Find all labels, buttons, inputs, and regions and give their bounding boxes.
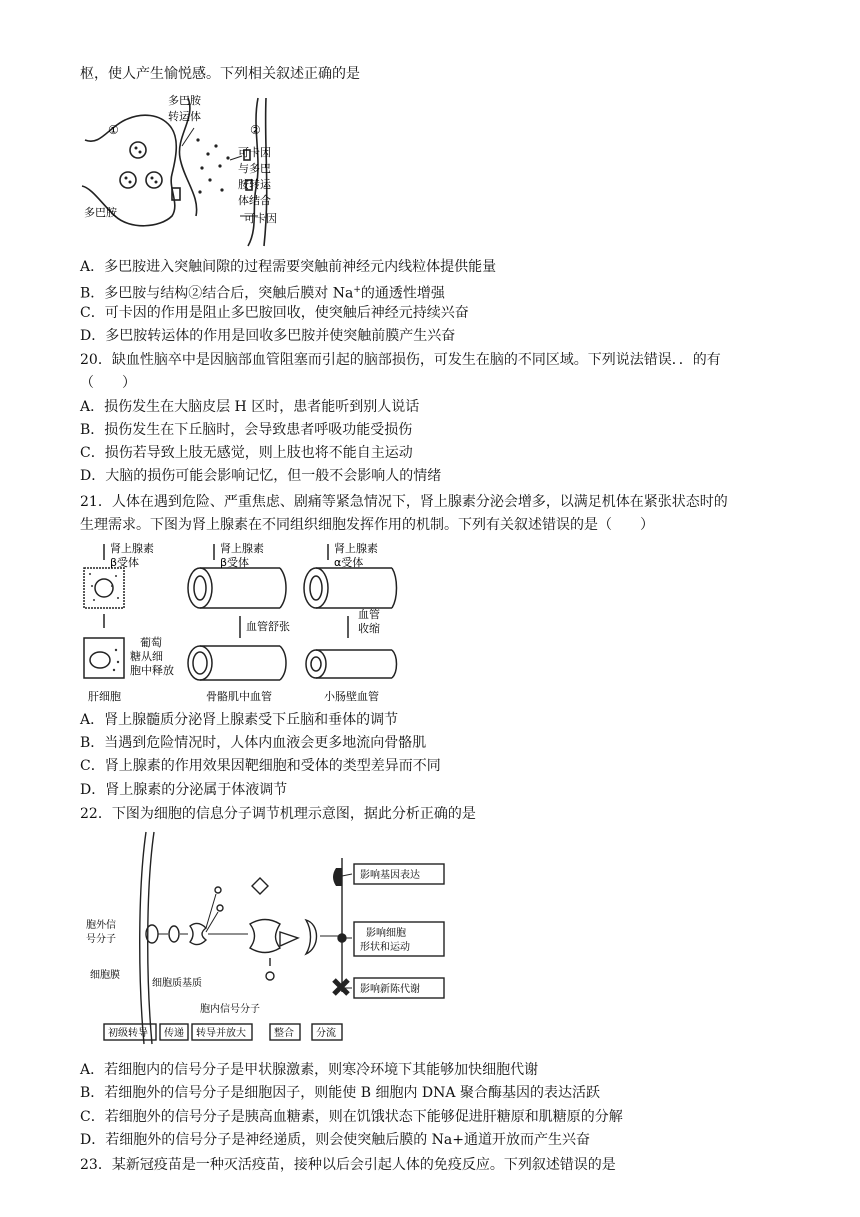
q21-fig-intestine-vessel: 小肠壁血管 <box>324 690 379 703</box>
q21-fig-liver-cell: 肝细胞 <box>88 690 121 703</box>
q19-synapse-figure <box>80 88 295 248</box>
q21-fig-skeletal-vessel: 骨骼肌中血管 <box>206 690 272 703</box>
q21-option-c: C．肾上腺素的作用效果因靶细胞和受体的类型差异而不同 <box>80 758 441 774</box>
q21-option-d: D．肾上腺素的分泌属于体液调节 <box>80 782 288 798</box>
q19-stem-tail: 枢，使人产生愉悦感。下列相关叙述正确的是 <box>80 66 360 82</box>
q22-fig-effect-shape-1: 影响细胞 <box>366 928 406 939</box>
q22-fig-stage-1: 初级转导 <box>108 1028 148 1039</box>
q21-fig-vasodilation: 血管舒张 <box>246 620 290 633</box>
q21-fig-glucose-1: 葡萄 <box>140 636 162 649</box>
q21-stem-line1: 21．人体在遇到危险、严重焦虑、剧痛等紧急情况下，肾上腺素分泌会增多，以满足机体在紧张状态时的 <box>80 494 728 510</box>
q21-adrenaline-figure <box>80 538 400 706</box>
q21-fig-beta-1: β受体 <box>110 556 140 569</box>
q20-stem-line1: 20．缺血性脑卒中是因脑部血管阻塞而引起的脑部损伤，可发生在脑的不同区域。下列说法错误．．的有 <box>80 352 721 368</box>
q22-fig-membrane: 细胞膜 <box>90 970 120 981</box>
q19-option-b-tail: 的通透性增强 <box>360 285 445 302</box>
q22-option-a: A．若细胞内的信号分子是甲状腺激素，则寒冷环境下其能够加快细胞代谢 <box>80 1062 539 1078</box>
q22-signal-figure <box>80 828 450 1048</box>
q22-fig-stage-2: 传递 <box>164 1028 184 1039</box>
q20-option-d: D．大脑的损伤可能会影响记忆，但一般不会影响人的情绪 <box>80 468 442 484</box>
q21-fig-alpha: α受体 <box>334 556 364 569</box>
q21-fig-hormone-1: 肾上腺素 <box>110 542 154 555</box>
q20-option-c: C．损伤若导致上肢无感觉，则上肢也将不能自主运动 <box>80 445 413 461</box>
q20-stem-line2: （ ） <box>80 375 136 391</box>
q19-fig-label-circle2: ② <box>250 123 261 137</box>
q22-fig-extracellular-2: 号分子 <box>86 934 116 945</box>
q19-option-a: A．多巴胺进入突触间隙的过程需要突触前神经元内线粒体提供能量 <box>80 259 497 275</box>
q19-fig-label-bind-2: 与多巴 <box>238 162 271 175</box>
q22-fig-cytoplasm: 细胞质基质 <box>152 978 202 989</box>
q23-stem: 23．某新冠疫苗是一种灭活疫苗，接种以后会引起人体的免疫反应。下列叙述错误的是 <box>80 1157 616 1173</box>
q22-fig-effect-shape-2: 形状和运动 <box>360 942 410 953</box>
q21-stem-line2: 生理需求。下图为肾上腺素在不同组织细胞发挥作用的机制。下列有关叙述错误的是（ ） <box>80 517 654 533</box>
q19-option-b-sup: + <box>353 285 361 295</box>
q19-option-b-text: B．多巴胺与结构②结合后，突触后膜对 Na <box>80 285 354 302</box>
q21-fig-vasoconstriction-2: 收缩 <box>358 622 380 635</box>
q22-fig-stage-4: 整合 <box>274 1028 294 1039</box>
q19-fig-label-dopamine: 多巴胺 <box>84 206 117 219</box>
q22-option-c: C．若细胞外的信号分子是胰高血糖素，则在饥饿状态下能够促进肝糖原和肌糖原的分解 <box>80 1109 623 1125</box>
q19-option-d: D．多巴胺转运体的作用是回收多巴胺并使突触前膜产生兴奋 <box>80 328 456 344</box>
q22-option-d: D．若细胞外的信号分子是神经递质，则会使突触后膜的 Na+通道开放而产生兴奋 <box>80 1132 590 1148</box>
q21-fig-beta-2: β受体 <box>220 556 250 569</box>
q21-option-a: A．肾上腺髓质分泌肾上腺素受下丘脑和垂体的调节 <box>80 712 399 728</box>
q22-fig-effect-metabolism: 影响新陈代谢 <box>360 984 420 995</box>
q21-fig-hormone-2: 肾上腺素 <box>220 542 264 555</box>
q22-stem: 22．下图为细胞的信息分子调节机理示意图，据此分析正确的是 <box>80 806 476 822</box>
q20-option-b: B．损伤发生在下丘脑时，会导致患者呼吸功能受损伤 <box>80 422 413 438</box>
q22-option-b: B．若细胞外的信号分子是细胞因子，则能使 B 细胞内 DNA 聚合酶基因的表达活跃 <box>80 1085 600 1101</box>
q21-fig-glucose-3: 胞中释放 <box>130 664 174 677</box>
q22-fig-intracellular: 胞内信号分子 <box>200 1004 260 1015</box>
q20-option-a: A．损伤发生在大脑皮层 H 区时，患者能听到别人说话 <box>80 399 420 415</box>
q21-fig-vasoconstriction-1: 血管 <box>358 608 380 621</box>
q19-fig-label-bind-4: 体结合 <box>238 194 271 207</box>
q19-fig-label-circle1: ① <box>108 123 119 137</box>
q21-fig-hormone-3: 肾上腺素 <box>334 542 378 555</box>
q19-option-b <box>80 280 445 304</box>
q19-fig-label-transporter-2: 转运体 <box>168 110 201 123</box>
q19-fig-label-transporter-1: 多巴胺 <box>168 94 201 107</box>
q21-fig-glucose-2: 糖从细 <box>130 650 163 663</box>
q19-fig-label-bind-3: 胺转运 <box>238 178 271 191</box>
q21-option-b: B．当遇到危险情况时，人体内血液会更多地流向骨骼肌 <box>80 735 427 751</box>
q22-fig-extracellular-1: 胞外信 <box>86 920 116 931</box>
q22-fig-stage-3: 转导并放大 <box>196 1028 246 1039</box>
q19-fig-label-cocaine: 可卡因 <box>244 212 277 225</box>
q22-fig-stage-5: 分流 <box>316 1028 336 1039</box>
q19-option-c: C．可卡因的作用是阻止多巴胺回收，使突触后神经元持续兴奋 <box>80 305 469 321</box>
q19-fig-label-bind-1: 可卡因 <box>238 146 271 159</box>
q22-fig-effect-gene: 影响基因表达 <box>360 870 420 881</box>
